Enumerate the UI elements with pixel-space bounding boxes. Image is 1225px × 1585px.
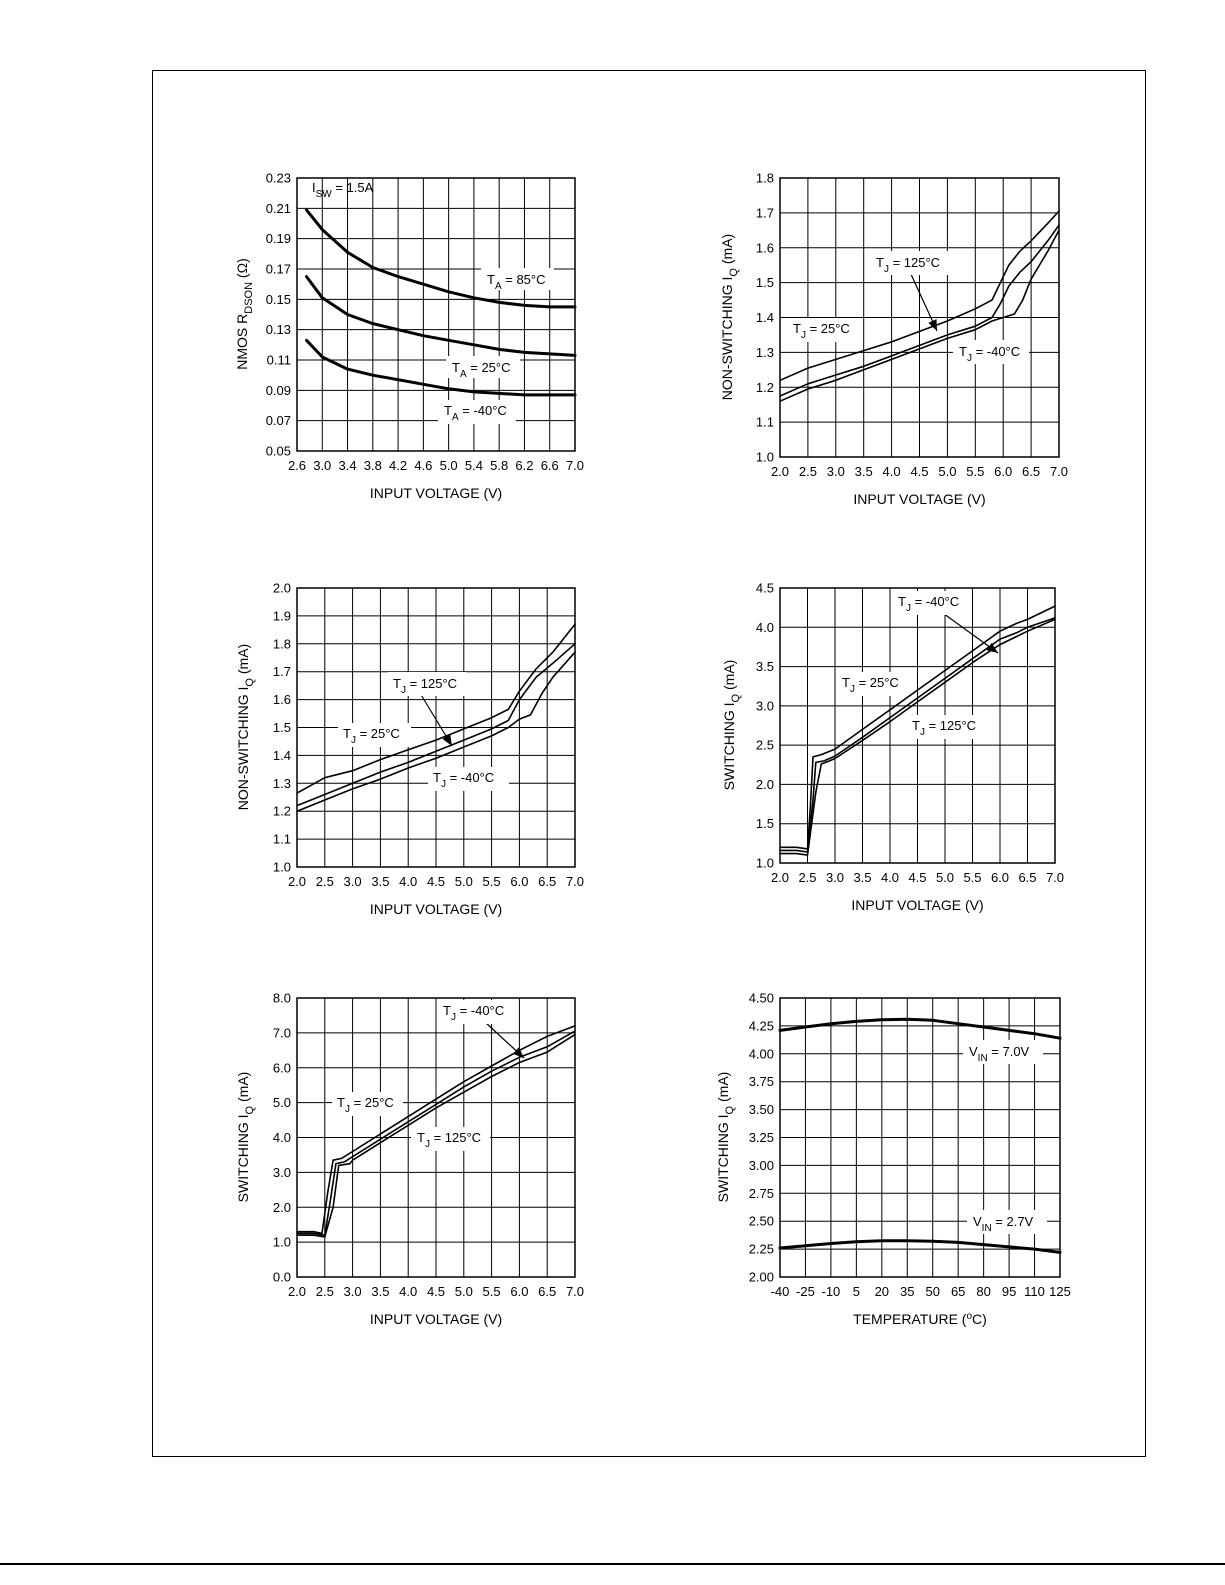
series-label-1-sub: A (494, 281, 502, 292)
series-label-3-sub: J (440, 779, 446, 790)
y-tick-label: 3.00 (748, 1157, 774, 1173)
x-tick-label: 5.0 (935, 870, 955, 885)
x-axis-title-main: TEMPERATURE ( (853, 1311, 967, 1327)
x-tick-label: 4.5 (426, 1284, 446, 1299)
series-label-3-rest: = 125°C (924, 718, 977, 733)
y-axis-title (235, 1072, 256, 1203)
y-axis-title (234, 258, 255, 369)
series-label-1-rest: = -40°C (910, 594, 960, 609)
plot-frame (297, 178, 575, 451)
y-tick-label: 4.0 (755, 619, 774, 635)
x-tick-label: 20 (874, 1284, 890, 1299)
y-axis-title-main: SWITCHING I (235, 1114, 251, 1203)
y-tick-label: 3.0 (272, 1164, 291, 1180)
y-tick-label: 2.0 (272, 580, 291, 596)
y-tick-label: 2.00 (748, 1269, 774, 1285)
chart-5 (235, 991, 584, 1328)
y-tick-label: 6.0 (272, 1060, 291, 1076)
y-tick-label: 8.0 (272, 990, 291, 1006)
x-tick-label: 3.0 (826, 464, 845, 479)
x-tick-label: 3.0 (313, 458, 332, 473)
x-tick-label: 110 (1024, 1284, 1045, 1299)
x-tick-label: 4.0 (399, 1284, 418, 1299)
y-tick-label: 2.0 (755, 776, 774, 792)
x-tick-label: 5.8 (490, 458, 509, 473)
y-axis-title-sub: Q (728, 268, 740, 277)
x-tick-label: 7.0 (565, 458, 585, 473)
x-tick-label: 5.5 (482, 1284, 501, 1299)
series-label-3-rest: = -40°C (458, 403, 507, 418)
chart-2 (719, 171, 1068, 508)
series-label-1-sub: IN (977, 1053, 988, 1064)
x-tick-label: 7.0 (565, 874, 585, 889)
y-tick-label: 1.6 (755, 240, 774, 256)
x-axis-title: INPUT VOLTAGE (V) (369, 485, 503, 501)
series-label-2-main: V (973, 1214, 982, 1229)
x-tick-label: 3.0 (825, 870, 845, 885)
y-axis-title (719, 234, 740, 400)
y-tick-label: 0.21 (265, 200, 291, 216)
x-tick-label: 6.5 (1022, 464, 1041, 479)
y-axis-title-sub: Q (724, 1105, 736, 1115)
series-label-3-sub: J (919, 727, 925, 738)
x-tick-label: 5.5 (966, 464, 985, 479)
y-tick-label: 0.15 (265, 291, 291, 307)
y-axis-title (235, 644, 256, 810)
series-label-3-rest: = -40°C (971, 344, 1021, 359)
x-tick-label: 2.0 (770, 464, 790, 479)
y-tick-label: 1.5 (272, 720, 291, 735)
series-label-1-main: T (443, 1003, 451, 1018)
y-tick-label: 1.2 (272, 803, 291, 819)
y-axis-title-main: NON-SWITCHING I (719, 276, 735, 401)
x-tick-label: 4.2 (389, 458, 408, 473)
y-tick-label: 1.3 (272, 775, 291, 791)
x-tick-label: 3.5 (853, 870, 872, 885)
y-tick-label: 1.6 (272, 692, 291, 708)
series-label-2-main: T (876, 255, 884, 270)
series-label-2-rest: = 25°C (466, 360, 511, 375)
series-label-3-main: T (417, 1130, 425, 1145)
x-tick-label: -10 (821, 1284, 841, 1299)
x-tick-label: 5 (852, 1284, 860, 1299)
series-label-2-rest: = 125°C (888, 255, 941, 270)
x-tick-label: -40 (770, 1284, 790, 1299)
x-tick-label: 6.5 (1018, 870, 1037, 885)
x-tick-label: 6.5 (538, 874, 557, 889)
y-tick-label: 2.0 (272, 1199, 291, 1215)
series-label-1-main: T (898, 594, 906, 609)
x-axis-title: INPUT VOLTAGE (V) (853, 491, 986, 507)
series-label-3-main: T (433, 770, 441, 785)
x-tick-label: 65 (950, 1284, 966, 1299)
y-tick-label: 1.7 (755, 205, 774, 221)
x-axis-title: INPUT VOLTAGE (V) (369, 1311, 503, 1327)
series-line-3 (307, 340, 576, 395)
series-label-1-rest: = -40°C (455, 1003, 505, 1018)
y-tick-label: 4.25 (748, 1018, 774, 1034)
series-line-1 (780, 1019, 1060, 1038)
x-tick-label: 6.0 (510, 1284, 529, 1299)
series-label-3-rest: = 125°C (429, 1130, 482, 1145)
y-tick-label: 0.07 (265, 413, 291, 429)
x-tick-label: 2.0 (287, 874, 307, 889)
x-tick-label: 3.5 (371, 874, 390, 889)
x-tick-label: 4.5 (908, 870, 927, 885)
y-tick-label: 1.3 (755, 344, 774, 360)
y-tick-label: 0.23 (265, 170, 291, 186)
y-tick-label: 0.05 (265, 443, 291, 459)
y-axis-title-unit: (mA) (235, 643, 251, 678)
y-tick-label: 1.2 (755, 379, 774, 395)
x-tick-label: 2.5 (798, 464, 817, 479)
y-tick-label: 2.75 (748, 1185, 774, 1201)
x-tick-label: 7.0 (1045, 870, 1065, 885)
y-axis-title (715, 1072, 736, 1203)
series-label-2-sub: J (344, 1104, 350, 1115)
series-label-3-main: T (912, 718, 920, 733)
x-tick-label: 3.5 (854, 464, 873, 479)
y-axis-title-unit: (mA) (721, 659, 737, 694)
series-label-3-main: T (959, 344, 967, 359)
series-label-1-main: V (969, 1044, 978, 1059)
x-tick-label: 3.5 (371, 1284, 390, 1299)
y-tick-label: 2.5 (755, 737, 774, 753)
series-label-2-main: T (842, 675, 850, 690)
x-tick-label: 6.5 (538, 1284, 557, 1299)
series-label-2-sub: J (883, 264, 889, 275)
y-tick-label: 1.1 (755, 414, 774, 430)
condition-label-main: I (312, 180, 316, 195)
chart-6 (715, 991, 1071, 1328)
x-tick-label: 6.2 (515, 458, 534, 473)
x-tick-label: 5.0 (454, 1284, 473, 1299)
x-tick-label: 6.6 (540, 458, 559, 473)
y-tick-label: 4.00 (748, 1046, 774, 1062)
series-label-1-sub: J (450, 1012, 456, 1023)
y-tick-label: 0.0 (272, 1269, 291, 1285)
x-tick-label: 2.5 (315, 1284, 334, 1299)
y-axis-title-sub: Q (730, 693, 742, 703)
x-tick-label: 3.8 (363, 458, 382, 473)
series-line-2 (780, 1241, 1060, 1253)
y-tick-label: 1.0 (755, 855, 774, 871)
y-axis-title-unit: (mA) (719, 233, 735, 268)
series-label-1-sub: J (350, 735, 356, 746)
series-label-1-rest: = 85°C (501, 272, 546, 287)
chart-3 (235, 581, 584, 918)
series-label-2-sub: IN (981, 1223, 992, 1234)
y-tick-label: 4.0 (272, 1130, 291, 1145)
y-tick-label: 3.75 (748, 1074, 774, 1090)
y-tick-label: 2.25 (748, 1241, 774, 1257)
y-axis-title-main: SWITCHING I (715, 1114, 731, 1203)
series-label-2-sub: A (459, 369, 467, 380)
series-label-1-sub: J (800, 330, 806, 341)
series-label-3-main: T (444, 403, 452, 418)
y-tick-label: 1.4 (272, 747, 291, 763)
x-tick-label: 80 (976, 1284, 991, 1299)
y-tick-label: 1.9 (272, 608, 291, 624)
x-tick-label: 7.0 (1049, 464, 1069, 479)
y-axis-title (721, 660, 742, 791)
y-tick-label: 3.50 (748, 1102, 774, 1118)
series-label-1-sub: J (905, 603, 911, 614)
x-tick-label: 4.0 (399, 874, 418, 889)
series-label-1-rest: = 7.0V (987, 1044, 1030, 1059)
y-tick-label: 4.50 (748, 990, 774, 1006)
y-tick-label: 3.25 (748, 1130, 774, 1145)
series-label-1-rest: = 25°C (355, 726, 400, 741)
y-axis-title-unit: (mA) (235, 1071, 251, 1106)
x-tick-label: 4.0 (882, 464, 901, 479)
y-tick-label: 2.50 (748, 1213, 774, 1229)
x-tick-label: 5.4 (464, 458, 483, 473)
x-tick-label: 2.6 (287, 458, 307, 473)
y-tick-label: 1.7 (272, 664, 291, 680)
condition-label-sub: SW (315, 189, 332, 200)
y-axis-title-unit: (mA) (715, 1071, 731, 1106)
y-tick-label: 0.17 (265, 261, 291, 277)
y-tick-label: 1.5 (755, 816, 774, 832)
y-axis-title-unit: (Ω) (234, 258, 250, 282)
y-tick-label: 7.0 (272, 1025, 291, 1041)
x-tick-label: 35 (900, 1284, 915, 1299)
series-label-1-rest: = 25°C (805, 321, 850, 336)
x-axis-title: INPUT VOLTAGE (V) (369, 901, 503, 917)
y-tick-label: 1.8 (755, 170, 774, 186)
bottom-rule (0, 1563, 1225, 1565)
x-tick-label: 4.0 (880, 870, 900, 885)
x-tick-label: 3.0 (343, 874, 362, 889)
series-label-1-main: T (793, 321, 801, 336)
x-tick-label: 4.6 (414, 458, 433, 473)
y-tick-label: 0.19 (265, 231, 291, 247)
x-tick-label: 4.5 (910, 464, 929, 479)
series-label-2-sub: J (849, 684, 855, 695)
y-tick-label: 1.0 (272, 1234, 291, 1250)
x-tick-label: 2.5 (798, 870, 817, 885)
x-axis-title (853, 1311, 987, 1327)
chart-1 (234, 171, 584, 502)
y-tick-label: 0.09 (265, 382, 291, 398)
x-axis-title-sup: o (966, 1311, 973, 1322)
x-tick-label: 2.0 (770, 870, 790, 885)
x-tick-label: 5.0 (439, 458, 458, 473)
series-label-2-sub: J (400, 685, 406, 696)
series-line-1 (307, 210, 576, 307)
x-axis-title: INPUT VOLTAGE (V) (851, 897, 984, 913)
x-tick-label: 6.0 (994, 464, 1013, 479)
y-tick-label: 0.13 (265, 322, 291, 338)
chart-4 (721, 581, 1064, 914)
y-tick-label: 1.8 (272, 636, 291, 652)
x-tick-label: 2.5 (315, 874, 334, 889)
series-label-3-sub: J (966, 353, 972, 364)
x-tick-label: 5.5 (482, 874, 501, 889)
y-axis-title-sub: Q (244, 678, 256, 687)
y-axis-title-sub: DSON (243, 281, 255, 314)
y-axis-title-main: NON-SWITCHING I (235, 686, 251, 811)
series-label-2-rest: = 25°C (854, 675, 899, 690)
x-tick-label: 95 (1001, 1284, 1017, 1299)
y-axis-title-sub: Q (244, 1105, 256, 1115)
y-axis-title-main: NMOS R (234, 313, 250, 370)
x-tick-label: 125 (1049, 1284, 1071, 1299)
series-label-3-sub: A (451, 412, 459, 423)
y-tick-label: 1.5 (755, 275, 774, 291)
y-tick-label: 1.0 (272, 859, 291, 875)
y-tick-label: 4.5 (755, 580, 774, 596)
x-tick-label: 50 (925, 1284, 940, 1299)
x-tick-label: 6.0 (990, 870, 1010, 885)
y-tick-label: 1.1 (272, 831, 291, 847)
series-label-2-main: T (452, 360, 460, 375)
x-tick-label: -25 (796, 1284, 815, 1299)
y-tick-label: 3.5 (755, 659, 774, 675)
y-tick-label: 1.0 (755, 449, 774, 465)
x-axis-title-rest: C) (972, 1311, 987, 1327)
series-label-2-main: T (337, 1095, 345, 1110)
x-tick-label: 5.0 (454, 874, 473, 889)
y-tick-label: 1.4 (755, 310, 774, 325)
x-tick-label: 7.0 (565, 1284, 585, 1299)
condition-label-rest: = 1.5A (331, 180, 374, 195)
y-tick-label: 3.0 (755, 698, 774, 714)
x-tick-label: 2.0 (287, 1284, 307, 1299)
y-tick-label: 5.0 (272, 1095, 291, 1111)
series-label-2-main: T (393, 676, 401, 691)
condition-label (312, 180, 374, 200)
series-label-1-main: T (487, 272, 495, 287)
series-label-2-rest: = 125°C (405, 676, 458, 691)
callout-arrow-head (928, 319, 937, 331)
series-label-1-main: T (343, 726, 351, 741)
series-label-2-rest: = 25°C (349, 1095, 394, 1110)
x-tick-label: 3.0 (343, 1284, 362, 1299)
series-label-3-sub: J (424, 1139, 430, 1150)
y-axis-title-main: SWITCHING I (721, 702, 737, 791)
series-label-3-rest: = -40°C (445, 770, 495, 785)
series-label-2-rest: = 2.7V (991, 1214, 1034, 1229)
x-tick-label: 5.0 (938, 464, 957, 479)
y-tick-label: 0.11 (266, 352, 291, 368)
x-tick-label: 4.5 (426, 874, 446, 889)
x-tick-label: 6.0 (510, 874, 529, 889)
x-tick-label: 3.4 (338, 458, 357, 473)
x-tick-label: 5.5 (963, 870, 982, 885)
